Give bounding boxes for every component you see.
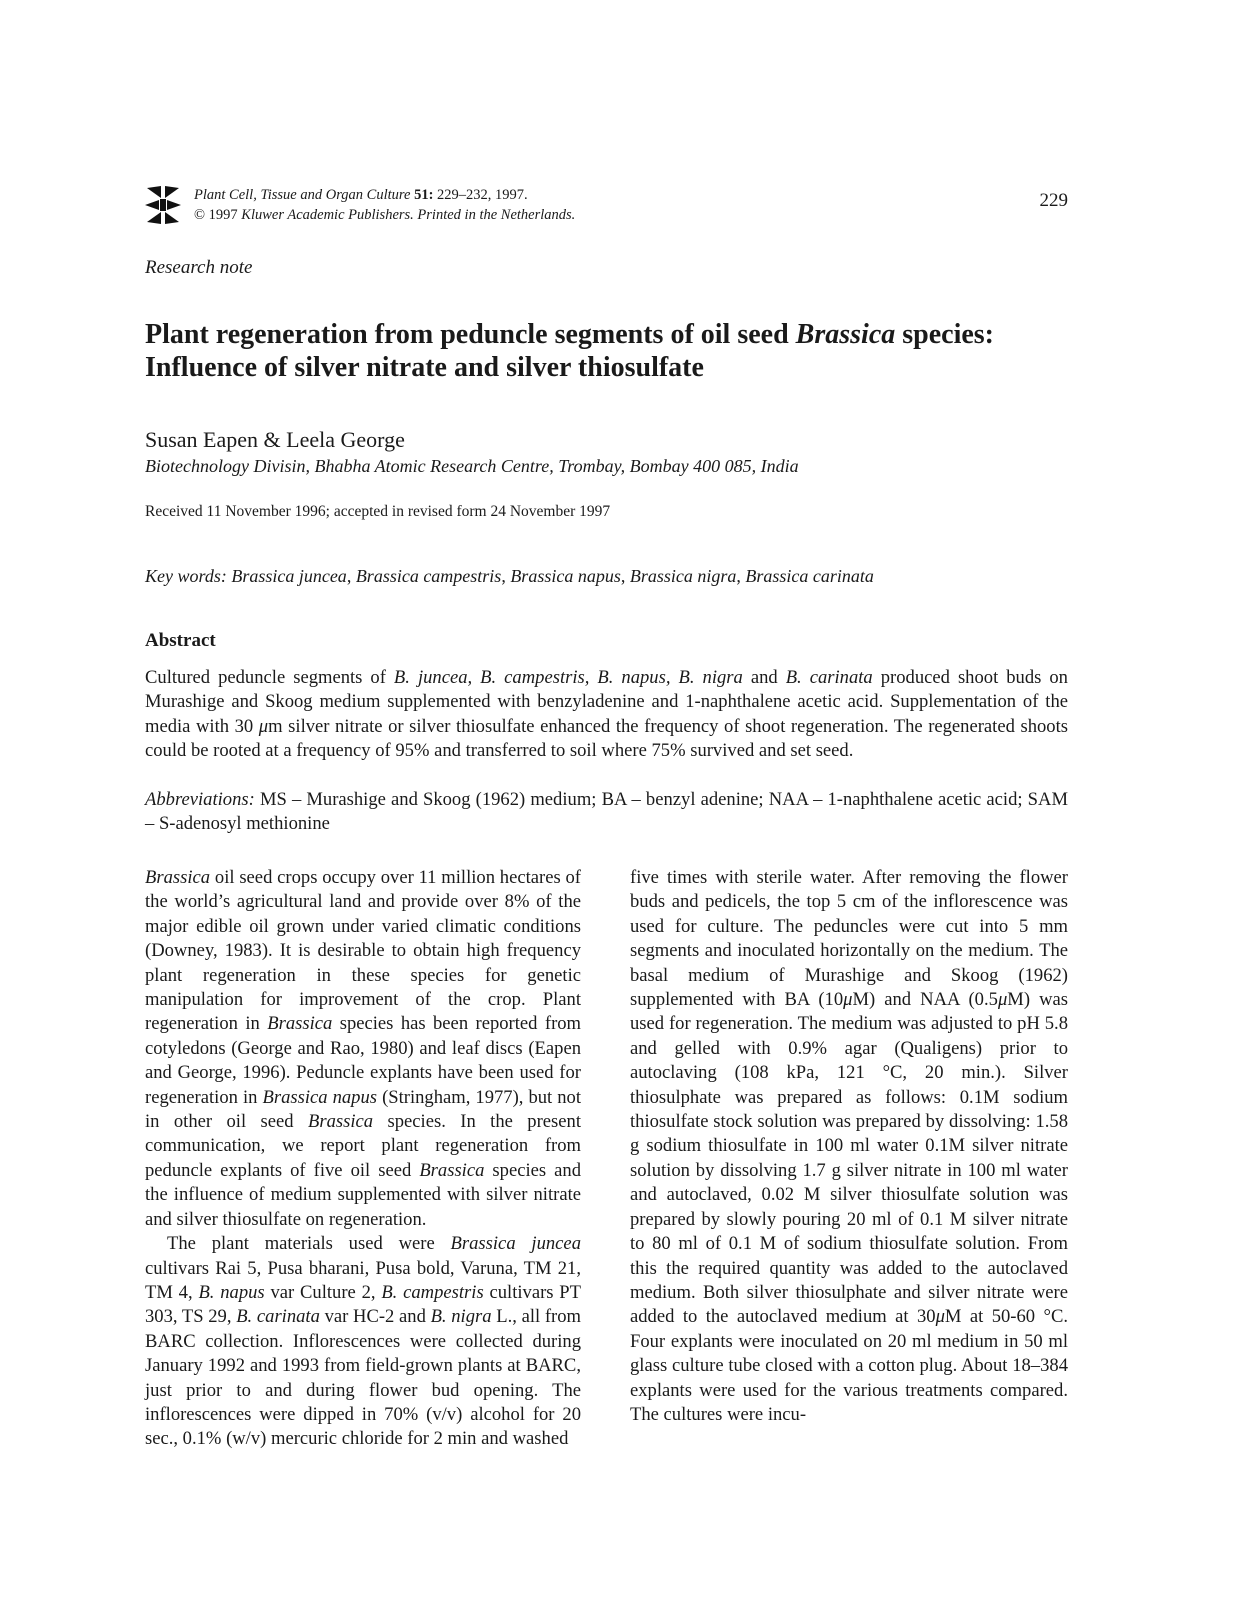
body-text: M at 50-60 °C. Four explants were inoculated on 20 ml medium in 50 ml glass culture tube closed with a cotton plug. About 18–384 explants were used for the various treatments compared. The cultures were incu- [630,1306,1068,1425]
body-text: cultivars PT 303, TS 29, [145,1281,582,1328]
abstract-text-span: m silver nitrate or silver thiosulfate enhanced the frequency of shoot regeneration. The regenerated shoots could be rooted at a frequency of 95% and transferred to soil where 75% survived and set seed. [145,715,1068,762]
mu-symbol: μ [997,989,1008,1011]
keyword: Brassica juncea [231,566,347,586]
species-name: Brassica juncea [450,1233,581,1255]
abstract-text [145,666,1068,764]
publisher-logo-icon [145,184,181,226]
abbreviations-label: Abbreviations: [145,789,255,810]
keywords [145,566,874,587]
printed-note: Printed in the Netherlands. [417,207,576,223]
abstract-text-span: Cultured peduncle segments of [145,667,386,688]
copyright-symbol: © [194,207,206,223]
copyright-year: 1997 [208,207,238,223]
species-name: B. napus [198,1281,265,1303]
title-line-2: Influence of silver nitrate and silver thiosulfate [145,352,704,383]
species-name: Brassica [308,1111,374,1133]
abstract-text-span: and [750,667,778,688]
publisher-name: Kluwer Academic Publishers. [241,207,414,223]
body-text: cultivars Rai 5, Pusa bharani, Pusa bold, Varuna, TM 21, TM 4, [145,1257,581,1303]
mu-symbol: μ [258,715,269,737]
species-name: B. campestris [381,1281,484,1303]
body-column-left [145,866,581,1452]
body-paragraph-2 [145,1232,581,1452]
body-text: species and the influence of medium supplemented with silver nitrate and silver thiosulfate on regeneration. [145,1159,581,1230]
keywords-label: Key words: [145,566,227,586]
body-column-right [630,866,1068,1427]
species-name: Brassica [145,867,211,888]
authors: Susan Eapen & Leela George [145,427,405,452]
keyword-separator: , [620,566,626,586]
article-type: Research note [145,257,253,278]
paper-title [145,318,1095,384]
abstract-heading: Abstract [145,630,216,651]
body-text: species has been reported from cotyledons (George and Rao, 1980) and leaf discs (Eapen and George, 1996). Peduncle explants have been used for regeneration in [145,1013,582,1108]
body-paragraph-2-continued [630,866,1068,1427]
body-text: The plant materials used were [167,1233,435,1255]
abbreviations [145,788,1068,837]
journal-citation [194,185,575,225]
species-name: Brassica napus [262,1086,378,1108]
body-text: L., all from BARC collection. Inflorescences were collected during January 1992 and 1993 from field-grown plants at BARC, just prior to and during flower bud opening. The inflorescences were dipped in 70% (v/v) alcohol for 20 sec., 0.1% (w/v) mercuric chloride for 2 min and washed [145,1306,581,1450]
abstract-species: B. carinata [785,667,873,688]
abbreviations-text: MS – Murashige and Skoog (1962) medium; BA – benzyl adenine; NAA – 1-naphthalene acetic acid; SAM – S-adenosyl methionine [145,789,1068,835]
journal-name: Plant Cell, Tissue and Organ Culture [194,187,411,203]
abstract-text-span: produced shoot buds on Murashige and Skoog medium supplemented with benzyladenine and 1-naphthalene acetic acid. Supplementation of the media with 30 [145,667,1068,737]
abstract-species: B. juncea, B. campestris, B. napus, B. nigra [393,667,743,688]
received-dates: Received 11 November 1996; accepted in revised form 24 November 1997 [145,503,611,520]
body-text: oil seed crops occupy over 11 million hectares of the world’s agricultural land and provide over 8% of the major edible oil grown under varied climatic conditions (Downey, 1983). It is desirable to obtain high frequency plant regeneration in these species for genetic manipulation for improvement of the crop. Plant regeneration in [145,867,582,1035]
journal-line-1 [194,185,575,205]
keyword: Brassica campestris [355,566,502,586]
body-text: (Stringham, 1977), but not in other oil seed [145,1086,582,1133]
species-name: B. carinata [236,1306,320,1328]
body-text: five times with sterile water. After removing the flower buds and pedicels, the top 5 cm of the inflorescence was used for culture. The peduncles were cut into 5 mm segments and inoculated horizontally on the medium. The basal medium of Murashige and Skoog (1962) supplemented with BA (10 [630,867,1068,1011]
journal-line-2 [194,205,575,225]
affiliation: Biotechnology Divisin, Bhabha Atomic Research Centre, Trombay, Bombay 400 085, India [145,456,799,476]
species-name: Brassica [419,1159,485,1181]
mu-symbol: μ [935,1306,945,1328]
body-text: var Culture 2, [270,1281,376,1303]
title-part-2: species: [902,319,995,350]
body-text: M) and NAA (0.5 [852,989,998,1011]
keyword-separator: , [736,566,741,586]
page-number: 229 [1039,190,1068,211]
body-text: M) was used for regeneration. The medium was adjusted to pH 5.8 and gelled with 0.9% agar (Qualigens) prior to autoclaving (108 kPa, 121 °C, 20 min.). Silver thiosulphate was prepared as follows: 0.1M sodium thiosulfate stock solution was prepared by dissolving: 1.58 g sodium thiosulfate in 100 ml water 0.1M silver nitrate solution by dissolving 1.7 g silver nitrate in 100 ml water and autoclaved, 0.02 M silver thiosulfate solution was prepared by slowly pouring 20 ml of 0.1 M silver nitrate to 80 ml of 0.1 M of sodium thiosulfate solution. From this the required quantity was added to the autoclaved medium. Both silver thiosulphate and silver nitrate were added to the autoclaved medium at 30 [630,989,1068,1328]
keyword: Brassica napus [510,566,621,586]
mu-symbol: μ [843,989,853,1011]
journal-pages: 229–232, 1997. [437,187,528,203]
body-text: species. In the present communication, we report plant regeneration from peduncle explants of five oil seed [145,1111,582,1181]
title-genus: Brassica [795,319,896,350]
keyword: Brassica nigra [629,566,737,586]
journal-volume: 51: [414,187,434,203]
keyword-separator: , [346,566,352,586]
keyword: Brassica carinata [745,566,874,586]
title-part-1: Plant regeneration from peduncle segments of oil seed [145,319,789,350]
species-name: B. nigra [430,1306,492,1328]
keyword-separator: , [501,566,506,586]
body-paragraph-1 [145,866,581,1232]
species-name: Brassica [267,1013,333,1035]
body-text: var HC-2 and [324,1306,426,1328]
